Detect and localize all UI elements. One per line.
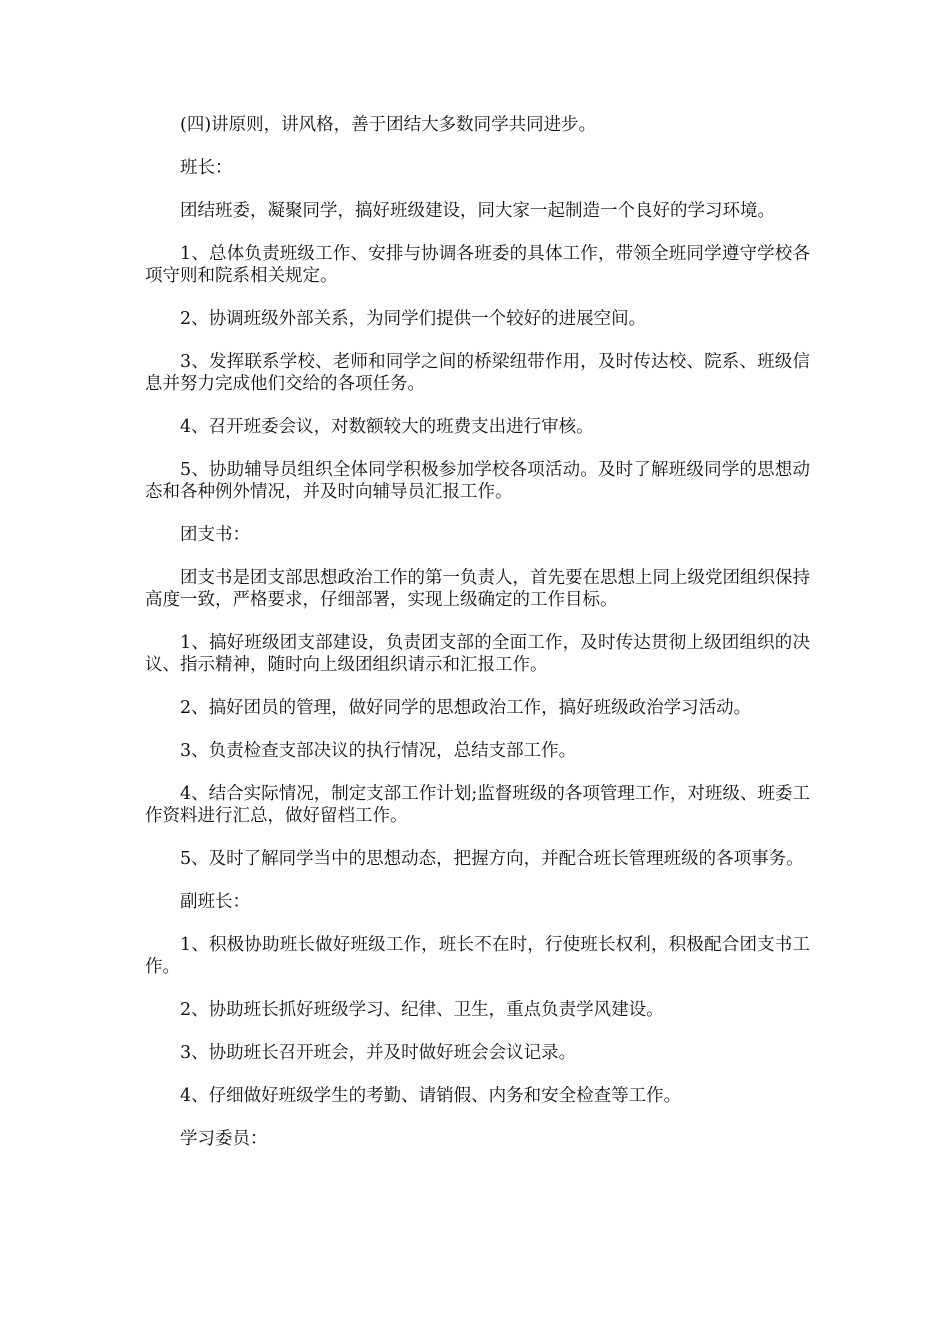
paragraph-monitor-duty-4: 4、召开班委会议，对数额较大的班费支出进行审核。	[180, 417, 594, 437]
paragraph-vice-duty-4: 4、仔细做好班级学生的考勤、请销假、内务和安全检查等工作。	[180, 1086, 682, 1106]
paragraph-secretary-duty-4: 4、结合实际情况，制定支部工作计划;监督班级的各项管理工作，对班级、班委工作资料进行汇总，做好留档工作。	[145, 784, 810, 826]
paragraph-vice-duty-1: 1、积极协助班长做好班级工作，班长不在时，行使班长权利，积极配合团支书工作。	[145, 935, 810, 977]
paragraph-monitor-duty-3: 3、发挥联系学校、老师和同学之间的桥梁纽带作用，及时传达校、院系、班级信息并努力完成他们交给的各项任务。	[145, 352, 810, 394]
heading-study-committee: 学习委员：	[180, 1129, 268, 1149]
paragraph-secretary-intro: 团支书是团支部思想政治工作的第一负责人，首先要在思想上同上级党团组织保持高度一致，严格要求，仔细部署，实现上级确定的工作目标。	[145, 568, 810, 610]
paragraph-secretary-duty-1: 1、搞好班级团支部建设，负责团支部的全面工作，及时传达贯彻上级团组织的决议、指示精神，随时向上级团组织请示和汇报工作。	[145, 633, 810, 675]
paragraph-monitor-intro: 团结班委，凝聚同学，搞好班级建设，同大家一起制造一个良好的学习环境。	[180, 201, 775, 221]
document-body	[145, 114, 810, 1171]
paragraph-monitor-duty-2: 2、协调班级外部关系，为同学们提供一个较好的进展空间。	[180, 309, 647, 329]
heading-vice-monitor: 副班长：	[180, 892, 250, 912]
paragraph-monitor-duty-5: 5、协助辅导员组织全体同学积极参加学校各项活动。及时了解班级同学的思想动态和各种例外情况，并及时向辅导员汇报工作。	[145, 460, 810, 502]
heading-class-monitor: 班长：	[180, 158, 233, 178]
paragraph-section-four-principles: (四)讲原则，讲风格，善于团结大多数同学共同进步。	[180, 115, 597, 135]
paragraph-monitor-duty-1: 1、总体负责班级工作、安排与协调各班委的具体工作，带领全班同学遵守学校各项守则和院系相关规定。	[145, 244, 810, 286]
paragraph-secretary-duty-5: 5、及时了解同学当中的思想动态，把握方向，并配合班长管理班级的各项事务。	[180, 849, 804, 869]
paragraph-vice-duty-3: 3、协助班长召开班会，并及时做好班会会议记录。	[180, 1043, 577, 1063]
heading-league-secretary: 团支书：	[180, 525, 250, 545]
paragraph-secretary-duty-2: 2、搞好团员的管理，做好同学的思想政治工作，搞好班级政治学习活动。	[180, 698, 752, 718]
paragraph-secretary-duty-3: 3、负责检查支部决议的执行情况，总结支部工作。	[180, 741, 577, 761]
paragraph-vice-duty-2: 2、协助班长抓好班级学习、纪律、卫生，重点负责学风建设。	[180, 1000, 664, 1020]
